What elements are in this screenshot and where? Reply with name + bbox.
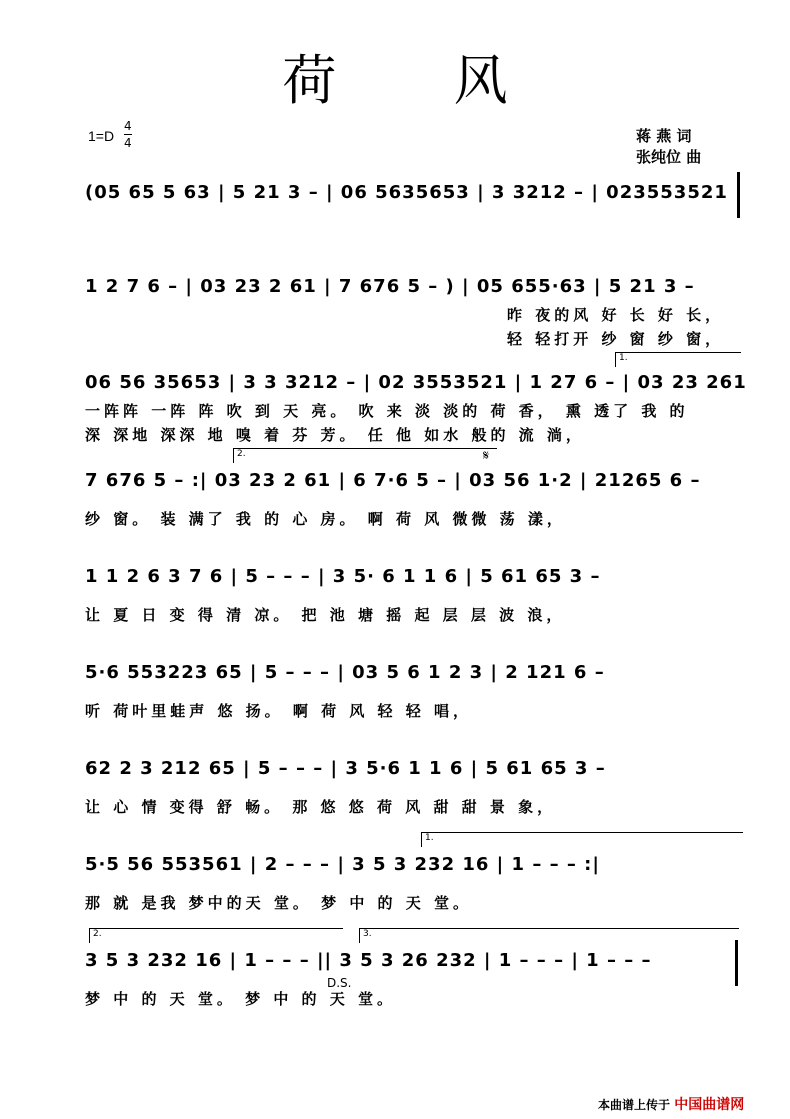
lyric-verse-1: 一阵阵 一阵 阵 吹 到 天 亮。 吹 来 淡 淡的 荷 香， 熏 透了 我 的 <box>85 402 689 420</box>
segno-icon: 𝄋 <box>483 448 490 464</box>
lyric-line: 听 荷叶里蛙声 悠 扬。 啊 荷 风 轻 轻 唱， <box>85 702 473 720</box>
notes-line: 1 1 2 6 3 7 6 | 5 – – – | 3 5· 6 1 1 6 | 5 61 65 3 – <box>85 566 601 587</box>
site-logo[interactable]: 中国曲谱网 <box>674 1097 745 1113</box>
notes-line: 7 676 5 – :| 03 23 2 61 | 6 7·6 5 – | 03 56 1·2 | 21265 6 – <box>85 470 701 491</box>
lyricist: 蒋 燕 词 <box>636 127 692 145</box>
lyric-line: 让 夏 日 变 得 清 凉。 把 池 塘 摇 起 层 层 波 浪， <box>85 606 566 624</box>
lyric-verse-2: 轻 轻打开 纱 窗 纱 窗， <box>507 330 725 348</box>
footer-credit <box>598 1094 744 1114</box>
notes-line: 1 2 7 6 – | 03 23 2 61 | 7 676 5 – ) | 05 655·63 | 5 21 3 – <box>85 276 695 297</box>
ds-marking: D.S. <box>327 976 352 990</box>
lyric-verse-1: 昨 夜的风 好 长 好 长， <box>507 306 725 324</box>
key-signature: 1=D <box>88 128 115 144</box>
footer-prefix: 本曲谱上传于 <box>598 1098 671 1112</box>
song-title: 荷 风 <box>282 49 558 112</box>
barline <box>737 172 740 218</box>
notes-line: 62 2 3 212 65 | 5 – – – | 3 5·6 1 1 6 | 5 61 65 3 – <box>85 758 606 779</box>
notes-line: 06 56 35653 | 3 3 3212 – | 02 3553521 | 1 27 6 – | 03 23 261 <box>85 372 747 393</box>
notes-line: 5·5 56 553561 | 2 – – – | 3 5 3 232 16 | 1 – – – :| <box>85 854 600 875</box>
lyric-verse-2: 深 深地 深深 地 嗅 着 芬 芳。 任 他 如水 般的 流 淌， <box>85 426 585 444</box>
notes-line: 5·6 553223 65 | 5 – – – | 03 5 6 1 2 3 | 2 121 6 – <box>85 662 605 683</box>
notes-line: 3 5 3 232 16 | 1 – – – || 3 5 3 26 232 | 1 – – – | 1 – – – <box>85 950 652 971</box>
notes-line: (05 65 5 63 | 5 21 3 – | 06 5635653 | 3 3212 – | 023553521 <box>85 182 728 203</box>
time-signature <box>124 118 132 151</box>
lyric-line: 让 心 情 变得 舒 畅。 那 悠 悠 荷 风 甜 甜 景 象， <box>85 798 557 816</box>
volta-3: 3. <box>359 928 739 943</box>
lyric-line: 梦 中 的 天 堂。 梦 中 的 天 堂。 <box>85 990 397 1008</box>
time-sig-bottom: 4 <box>124 136 132 150</box>
lyric-line: 那 就 是我 梦中的天 堂。 梦 中 的 天 堂。 <box>85 894 473 912</box>
lyric-line: 纱 窗。 装 满了 我 的 心 房。 啊 荷 风 微微 荡 漾， <box>85 510 566 528</box>
volta-2: 2. <box>233 448 497 463</box>
credits <box>636 126 701 168</box>
volta-1: 1. <box>615 352 741 367</box>
time-sig-top: 4 <box>124 119 132 133</box>
volta-2b: 2. <box>89 928 343 943</box>
composer: 张纯位 曲 <box>636 148 702 166</box>
final-barline <box>735 940 738 986</box>
volta-1b: 1. <box>421 832 743 847</box>
